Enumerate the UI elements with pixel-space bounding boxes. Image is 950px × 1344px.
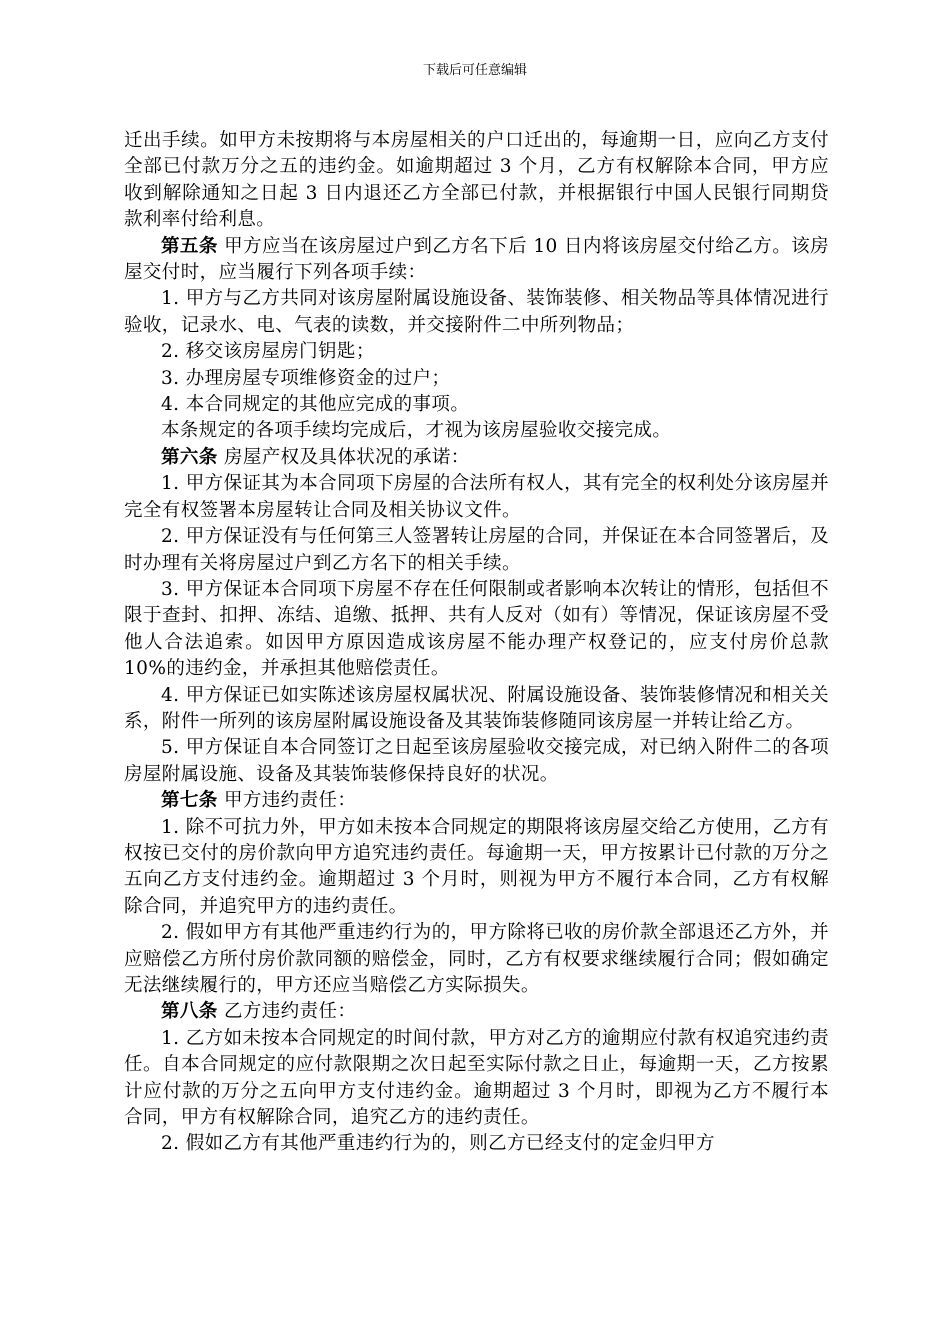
paragraph-text: 房屋产权及具体状况的承诺： <box>217 446 470 468</box>
clause-paragraph <box>124 366 829 392</box>
article-paragraph <box>124 788 829 814</box>
paragraph-text: 2. 移交该房屋房门钥匙； <box>161 341 375 363</box>
clause-paragraph <box>124 683 829 736</box>
article-heading: 第七条 <box>161 790 218 812</box>
clause-paragraph <box>124 1026 829 1132</box>
paragraph-text: 1. 除不可抗力外，甲方如未按本合同规定的期限将该房屋交给乙方使用，乙方有权按已交付的房价款向甲方追究违约责任。每逾期一天，甲方按累计已付款的万分之五向乙方支付违约金。逾期超过 3 个月时，则视为甲方不履行本合同，乙方有权解除合同，并追究甲方的违约责任。 <box>124 816 829 917</box>
paragraph-text: 4. 本合同规定的其他应完成的事项。 <box>161 394 470 416</box>
paragraph-text: 甲方应当在该房屋过户到乙方名下后 10 日内将该房屋交付给乙方。该房屋交付时，应当履行下列各项手续： <box>124 235 829 284</box>
article-paragraph <box>124 999 829 1025</box>
clause-paragraph <box>124 418 829 444</box>
clause-paragraph <box>124 1131 829 1157</box>
clause-paragraph <box>124 735 829 788</box>
clause-paragraph <box>124 815 829 921</box>
clause-paragraph <box>124 471 829 524</box>
clause-paragraph <box>124 524 829 577</box>
article-heading: 第五条 <box>161 235 218 257</box>
page-header: 下载后可任意编辑 <box>422 63 527 78</box>
clause-paragraph <box>124 577 829 683</box>
paragraph-text: 2. 甲方保证没有与任何第三人签署转让房屋的合同，并保证在本合同签署后，及时办理有关将房屋过户到乙方名下的相关手续。 <box>124 526 829 574</box>
clause-paragraph <box>124 286 829 339</box>
contract-body <box>124 128 829 1158</box>
clause-paragraph <box>124 339 829 365</box>
clause-paragraph <box>124 392 829 418</box>
paragraph-text: 迁出手续。如甲方未按期将与本房屋相关的户口迁出的，每逾期一日，应向乙方支付全部已付款万分之五的违约金。如逾期超过 3 个月，乙方有权解除本合同，甲方应收到解除通知之日起 3 日内退还乙方全部已付款，并根据银行中国人民银行同期贷款利率付给利息。 <box>124 130 829 231</box>
paragraph-text: 3. 办理房屋专项维修资金的过户； <box>161 367 451 389</box>
paragraph-text: 2. 假如乙方有其他严重违约行为的，则乙方已经支付的定金归甲方 <box>161 1133 715 1155</box>
clause-paragraph <box>124 920 829 999</box>
article-paragraph <box>124 234 829 287</box>
article-heading: 第六条 <box>161 446 218 468</box>
paragraph-text: 1. 乙方如未按本合同规定的时间付款，甲方对乙方的逾期应付款有权追究违约责任。自本合同规定的应付款限期之次日起至实际付款之日止，每逾期一天，乙方按累计应付款的万分之五向甲方支付违约金。逾期超过 3 个月时，即视为乙方不履行本合同，甲方有权解除合同，追究乙方的违约责任。 <box>124 1027 829 1129</box>
paragraph-text: 乙方违约责任： <box>217 1001 357 1023</box>
article-heading: 第八条 <box>161 1001 218 1023</box>
paragraph-text: 甲方违约责任： <box>217 790 357 812</box>
clause-paragraph <box>124 128 829 234</box>
article-paragraph <box>124 445 829 471</box>
paragraph-text: 1. 甲方与乙方共同对该房屋附属设施设备、装饰装修、相关物品等具体情况进行验收，记录水、电、气表的读数，并交接附件二中所列物品； <box>124 288 829 336</box>
paragraph-text: 3. 甲方保证本合同项下房屋不存在任何限制或者影响本次转让的情形，包括但不限于查封、扣押、冻结、追缴、抵押、共有人反对（如有）等情况，保证该房屋不受他人合法追索。如因甲方原因造成该房屋不能办理产权登记的，应支付房价总款 10%的违约金，并承担其他赔偿责任。 <box>124 578 829 680</box>
paragraph-text: 4. 甲方保证已如实陈述该房屋权属状况、附属设施设备、装饰装修情况和相关关系，附件一所列的该房屋附属设施设备及其装饰装修随同该房屋一并转让给乙方。 <box>124 684 829 732</box>
paragraph-text: 2. 假如甲方有其他严重违约行为的，甲方除将已收的房价款全部退还乙方外，并应赔偿乙方所付房价款同额的赔偿金，同时，乙方有权要求继续履行合同；假如确定无法继续履行的，甲方还应当赔偿乙方实际损失。 <box>124 922 829 996</box>
paragraph-text: 5. 甲方保证自本合同签订之日起至该房屋验收交接完成，对已纳入附件二的各项房屋附属设施、设备及其装饰装修保持良好的状况。 <box>124 737 829 785</box>
paragraph-text: 本条规定的各项手续均完成后，才视为该房屋验收交接完成。 <box>161 420 672 442</box>
paragraph-text: 1. 甲方保证其为本合同项下房屋的合法所有权人，其有完全的权利处分该房屋并完全有权签署本房屋转让合同及相关协议文件。 <box>124 473 829 521</box>
